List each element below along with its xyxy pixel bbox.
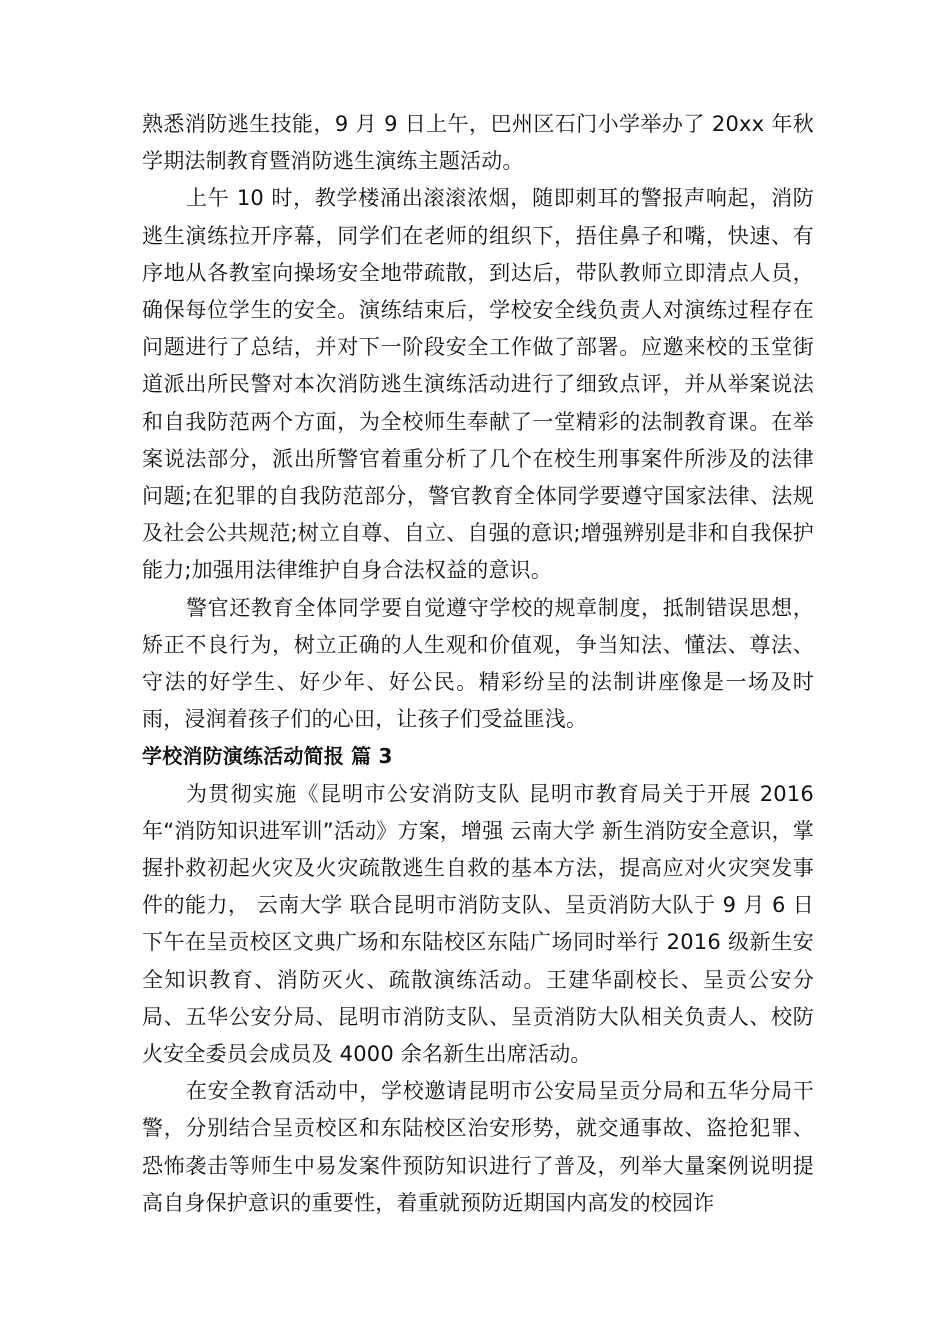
document-page	[142, 106, 814, 1222]
body-paragraph: 为贯彻实施《昆明市公安消防支队 昆明市教育局关于开展 2016 年“消防知识进军训”活动》方案，增强 云南大学 新生消防安全意识，掌握扑救初起火灾及火灾疏散逃生自救的基本方法，提高应对火灾突发事件的能力， 云南大学 联合昆明市消防支队、呈贡消防大队于 9 月 6 日下午在呈贡校区文典广场和东陆校区东陆广场同时举行 2016 级新生安全知识教育、消防灭火、疏散演练活动。王建华副校长、呈贡公安分局、五华公安分局、昆明市消防支队、呈贡消防大队相关负责人、校防火安全委员会成员及 4000 余名新生出席活动。	[142, 781, 814, 1067]
body-paragraph: 在安全教育活动中，学校邀请昆明市公安局呈贡分局和五华分局干警，分别结合呈贡校区和东陆校区治安形势，就交通事故、盗抢犯罪、恐怖袭击等师生中易发案件预防知识进行了普及，列举大量案例说明提高自身保护意识的重要性，着重就预防近期国内高发的校园诈	[142, 1079, 814, 1215]
section-heading: 学校消防演练活动简报 篇 3	[142, 744, 393, 769]
body-paragraph: 上午 10 时，教学楼涌出滚滚浓烟，随即刺耳的警报声响起，消防逃生演练拉开序幕，同学们在老师的组织下，捂住鼻子和嘴，快速、有序地从各教室向操场安全地带疏散，到达后，带队教师立即清点人员，确保每位学生的安全。演练结束后，学校安全线负责人对演练过程存在问题进行了总结，并对下一阶段安全工作做了部署。应邀来校的玉堂街道派出所民警对本次消防逃生演练活动进行了细致点评，并从举案说法和自我防范两个方面，为全校师生奉献了一堂精彩的法制教育课。在举案说法部分，派出所警官着重分析了几个在校生刑事案件所涉及的法律问题;在犯罪的自我防范部分，警官教育全体同学要遵守国家法律、法规及社会公共规范;树立自尊、自立、自强的意识;增强辨别是非和自我保护能力;加强用法律维护自身合法权益的意识。	[142, 186, 814, 583]
body-paragraph: 警官还教育全体同学要自觉遵守学校的规章制度，抵制错误思想，矫正不良行为，树立正确的人生观和价值观，争当知法、懂法、尊法、守法的好学生、好少年、好公民。精彩纷呈的法制讲座像是一场及时雨，浸润着孩子们的心田，让孩子们受益匪浅。	[142, 595, 814, 732]
body-paragraph: 熟悉消防逃生技能，9 月 9 日上午，巴州区石门小学举办了 20xx 年秋学期法制教育暨消防逃生演练主题活动。	[142, 112, 814, 174]
